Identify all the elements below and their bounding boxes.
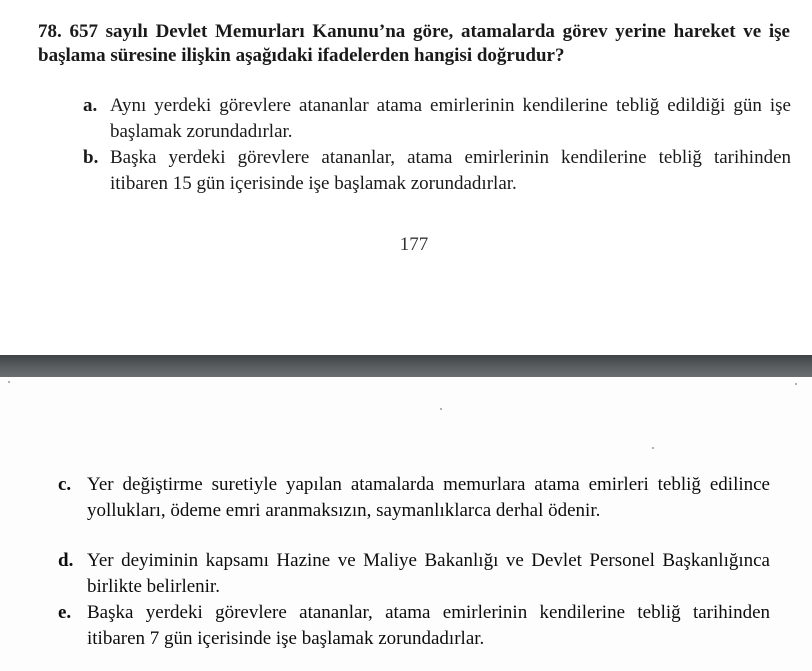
scan-speck bbox=[652, 447, 654, 449]
question-number: 78. bbox=[38, 21, 62, 42]
page-number: 177 bbox=[399, 234, 429, 255]
option-text: Yer değiştirme suretiyle yapılan atamalarda memurlara atama emirleri tebliğ edilince yollukları, ödeme emri aranmaksızın, saymanlıklarca derhal ödenir. bbox=[87, 474, 770, 521]
option-letter: e. bbox=[58, 602, 72, 623]
scan-speck bbox=[440, 408, 442, 410]
option-letter: d. bbox=[58, 550, 74, 571]
option-text: Aynı yerdeki görevlere atananlar atama emirlerinin kendilerine tebliğ edildiği gün işe başlamak zorundadırlar. bbox=[110, 95, 791, 142]
option-letter: b. bbox=[83, 147, 99, 168]
option-letter: a. bbox=[83, 95, 98, 116]
option-text: Yer deyiminin kapsamı Hazine ve Maliye Bakanlığı ve Devlet Personel Başkanlığınca birlikte belirlenir. bbox=[87, 550, 770, 597]
option-a bbox=[83, 93, 791, 145]
option-c bbox=[58, 472, 770, 524]
option-text: Başka yerdeki görevlere atananlar, atama emirlerinin kendilerine tebliğ tarihinden itibaren 7 gün içerisinde işe başlamak zorundadırlar. bbox=[87, 602, 770, 649]
option-e bbox=[58, 600, 770, 652]
option-text: Başka yerdeki görevlere atananlar, atama emirlerinin kendilerine tebliğ tarihinden itibaren 15 gün içerisinde işe başlamak zorundadırlar. bbox=[110, 147, 791, 194]
scan-speck bbox=[8, 381, 10, 383]
question-text: 657 sayılı Devlet Memurları Kanunu’na göre, atamalarda görev yerine hareket ve işe başlama süresine ilişkin aşağıdaki ifadelerden hangisi doğrudur? bbox=[38, 21, 790, 66]
scan-speck bbox=[795, 383, 797, 385]
option-d bbox=[58, 548, 770, 600]
page-divider bbox=[0, 355, 812, 377]
option-letter: c. bbox=[58, 474, 72, 495]
question bbox=[38, 20, 790, 67]
option-b bbox=[83, 145, 791, 197]
